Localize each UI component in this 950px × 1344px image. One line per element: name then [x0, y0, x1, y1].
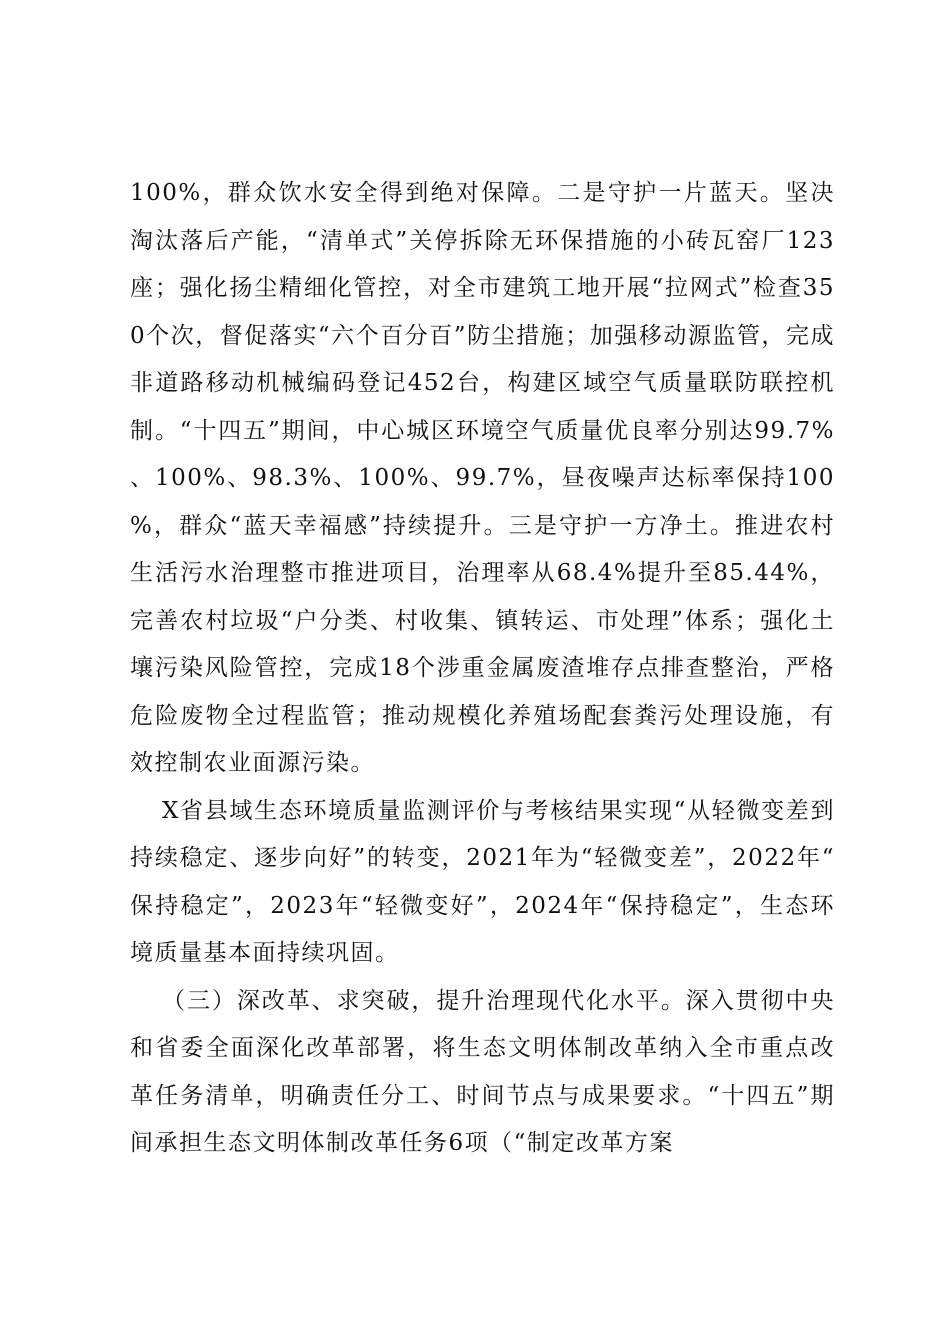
body-paragraph: 100%，群众饮水安全得到绝对保障。二是守护一片蓝天。坚决淘汰落后产能，“清单式”关停拆除无环保措施的小砖瓦窑厂123座；强化扬尘精细化管控，对全市建筑工地开展“拉网式”检查350个次，督促落实“六个百分百”防尘措施；加强移动源监管，完成非道路移动机械编码登记452台，构建区域空气质量联防联控机制。“十四五”期间，中心城区环境空气质量优良率分别达99.7%、100%、98.3%、100%、99.7%，昼夜噪声达标率保持100%，群众“蓝天幸福感”持续提升。三是守护一方净土。推进农村生活污水治理整市推进项目，治理率从68.4%提升至85.44%，完善农村垃圾“户分类、村收集、镇转运、市处理”体系；强化土壤污染风险管控，完成18个涉重金属废渣堆存点排查整治，严格危险废物全过程监管；推动规模化养殖场配套粪污处理设施，有效控制农业面源污染。: [130, 180, 835, 776]
document-body: [130, 170, 835, 1168]
body-paragraph: X省县域生态环境质量监测评价与考核结果实现“从轻微变差到持续稳定、逐步向好”的转变，2021年为“轻微变差”，2022年“保持稳定”，2023年“轻微变好”，2024年“保持稳定”，生态环境质量基本面持续巩固。: [130, 797, 835, 966]
body-paragraph: （三）深改革、求突破，提升治理现代化水平。深入贯彻中央和省委全面深化改革部署，将生态文明体制改革纳入全市重点改革任务清单，明确责任分工、时间节点与成果要求。“十四五”期间承担生态文明体制改革任务6项（“制定改革方案: [130, 987, 835, 1156]
